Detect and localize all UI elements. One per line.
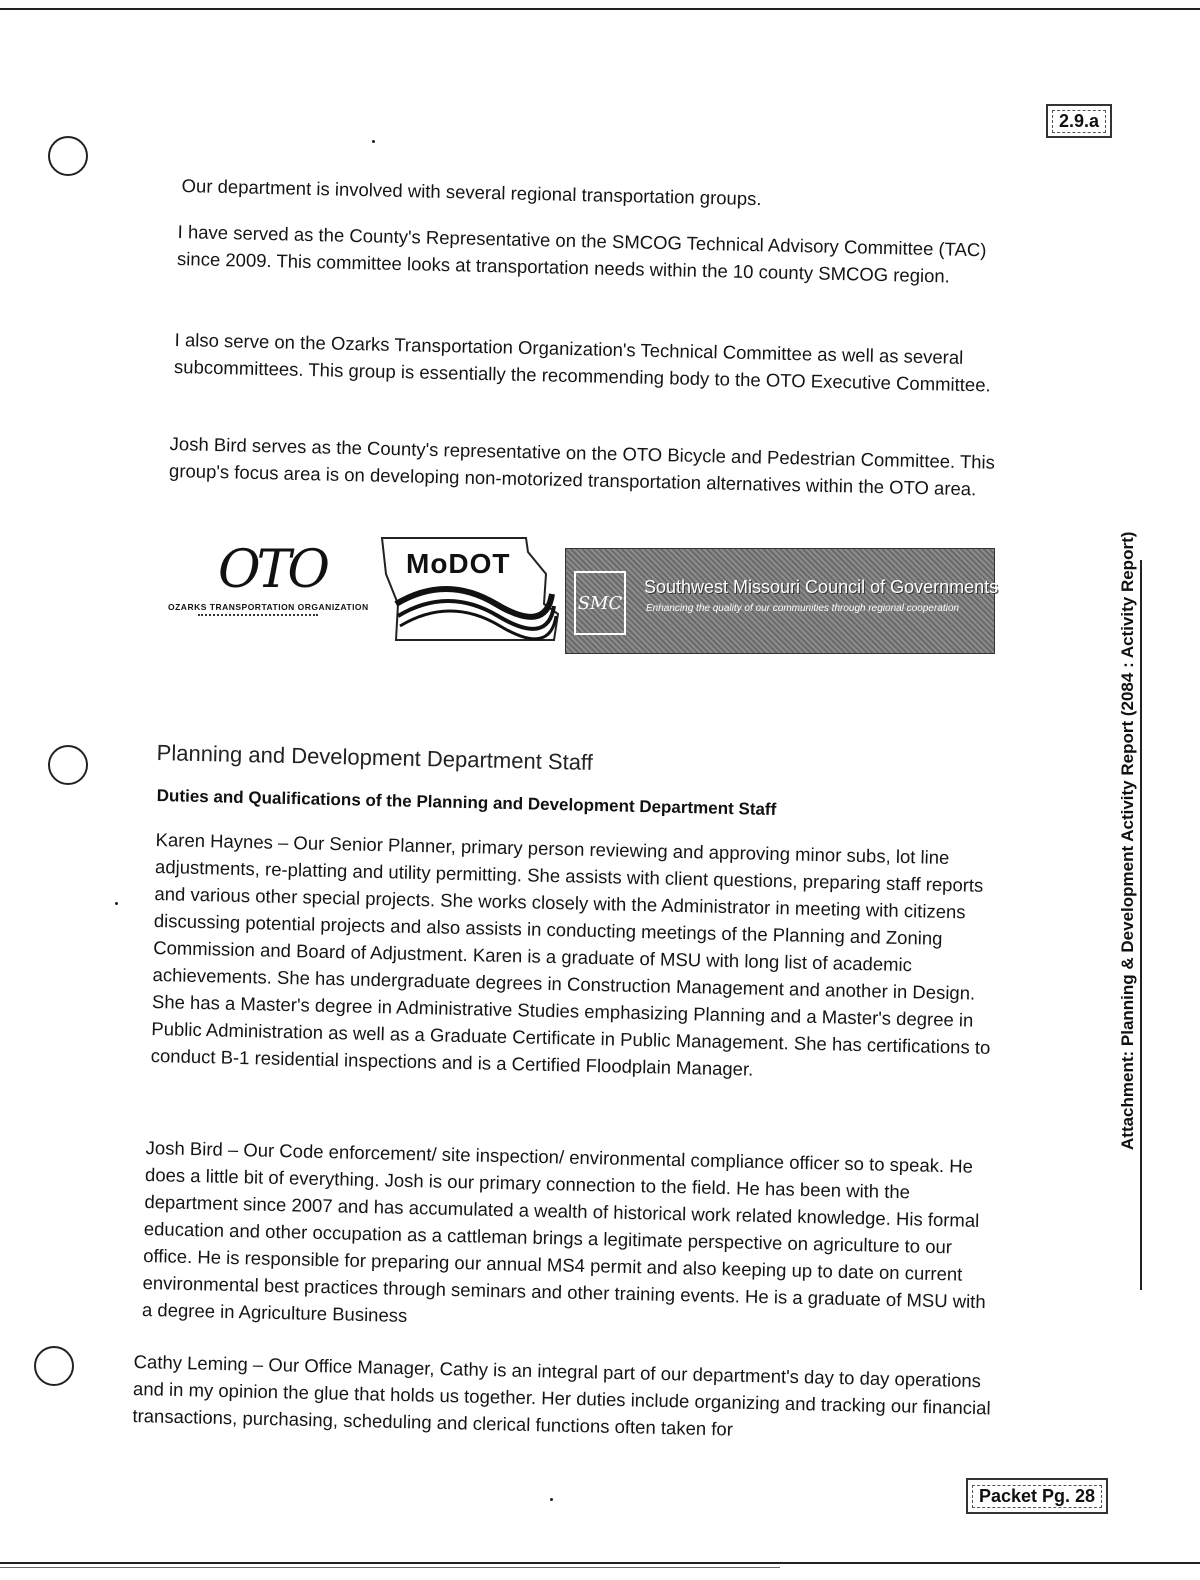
- agenda-item-tag-text: 2.9.a: [1052, 110, 1106, 133]
- staff-paragraph-cathy: [132, 1348, 992, 1448]
- paragraph-intro: [181, 172, 1031, 218]
- agenda-item-tag: [1046, 104, 1112, 138]
- scan-speck: [115, 902, 118, 905]
- paragraph-text: Karen Haynes – Our Senior Planner, primary person reviewing and approving minor subs, lot line adjustments, re-platting and utility permitting. She assists with client questions, preparing staff reports and various other special projects. She works closely with the Administrator in meeting with citizens discussing potential projects and also assists in conducting meetings of the Planning and Zoning Commission and Board of Adjustment. Karen is a graduate of MSU with long list of academic achievements. She has undergraduate degrees in Construction Management and another in Design. She has a Master's degree in Administrative Studies emphasizing Planning and a Master's degree in Public Administration as well as a Graduate Certificate in Public Management. She has certifications to conduct B-1 residential inspections and is a Certified Floodplain Manager.: [150, 828, 991, 1080]
- paragraph-text: Cathy Leming – Our Office Manager, Cathy is an integral part of our department's day to day operations and in my opinion the glue that holds us together. Her duties include organizing and tracking our financial transactions, purchasing, scheduling and clerical functions often taken for: [132, 1350, 991, 1440]
- paragraph-text: I have served as the County's Representative on the SMCOG Technical Advisory Committee (TAC) since 2009. This committee looks at transportation needs within the 10 county SMCOG region.: [176, 220, 987, 287]
- oto-logo-name: OZARKS TRANSPORTATION ORGANIZATION: [168, 602, 369, 612]
- smcog-logo: [565, 548, 999, 654]
- modot-logo-text: MoDOT: [406, 548, 511, 579]
- punch-hole-bottom: [34, 1346, 74, 1386]
- smcog-logo-title: Southwest Missouri Council of Governments: [644, 577, 999, 597]
- side-rule: [1140, 560, 1142, 1290]
- paragraph-text: Josh Bird – Our Code enforcement/ site inspection/ environmental compliance officer so to speak. He does a little bit of everything. Josh is our primary connection to the field. He has been with the department since 2007 and has accumulated a wealth of historical work related knowledge. His formal education and other occupation as a cattleman brings a legitimate perspective on agriculture to our office. He is responsible for preparing our annual MS4 permit and also keeping up to date on current environmental best practices through seminars and other training events. He is a graduate of MSU with a degree in Agriculture Business: [141, 1136, 986, 1326]
- punch-hole-middle: [48, 745, 88, 785]
- packet-page-tag: [966, 1478, 1108, 1514]
- paragraph-oto-bike-ped: [169, 430, 1020, 503]
- oto-logo-mark: OTO: [218, 540, 326, 600]
- staff-paragraph-josh: [142, 1134, 994, 1342]
- paragraph-text: Josh Bird serves as the County's representative on the OTO Bicycle and Pedestrian Committee. This group's focus area is on developing non-motorized transportation alternatives within the OTO area.: [168, 432, 996, 500]
- scan-speck: [372, 140, 375, 143]
- paragraph-smcog: [177, 218, 1028, 291]
- top-scan-edge: [0, 8, 1200, 10]
- paragraph-oto-technical: [174, 326, 1035, 399]
- modot-logo: [376, 534, 561, 644]
- packet-page-text: Packet Pg. 28: [972, 1485, 1102, 1508]
- bottom-scan-edge-secondary: [0, 1567, 780, 1568]
- scan-speck: [550, 1498, 553, 1501]
- sub-heading: Duties and Qualifications of the Planning and Development Department Staff: [156, 786, 777, 820]
- section-heading: Planning and Development Department Staff: [156, 740, 594, 775]
- oto-logo-subline: [198, 614, 318, 619]
- paragraph-text: Our department is involved with several regional transportation groups.: [181, 174, 762, 210]
- smcog-badge-icon: SMC: [574, 571, 626, 635]
- attachment-side-label: Attachment: Planning & Development Activity Report (2084 : Activity Report): [1118, 531, 1137, 1150]
- bottom-scan-edge: [0, 1562, 1200, 1564]
- punch-hole-top: [48, 136, 88, 176]
- paragraph-text: I also serve on the Ozarks Transportation Organization's Technical Committee as well as several subcommittees. This group is essentially the recommending body to the OTO Executive Committee.: [173, 328, 991, 396]
- staff-paragraph-karen: [150, 826, 1003, 1088]
- smcog-logo-tagline: Enhancing the quality of our communities through regional cooperation: [646, 603, 959, 614]
- oto-logo: [168, 540, 368, 630]
